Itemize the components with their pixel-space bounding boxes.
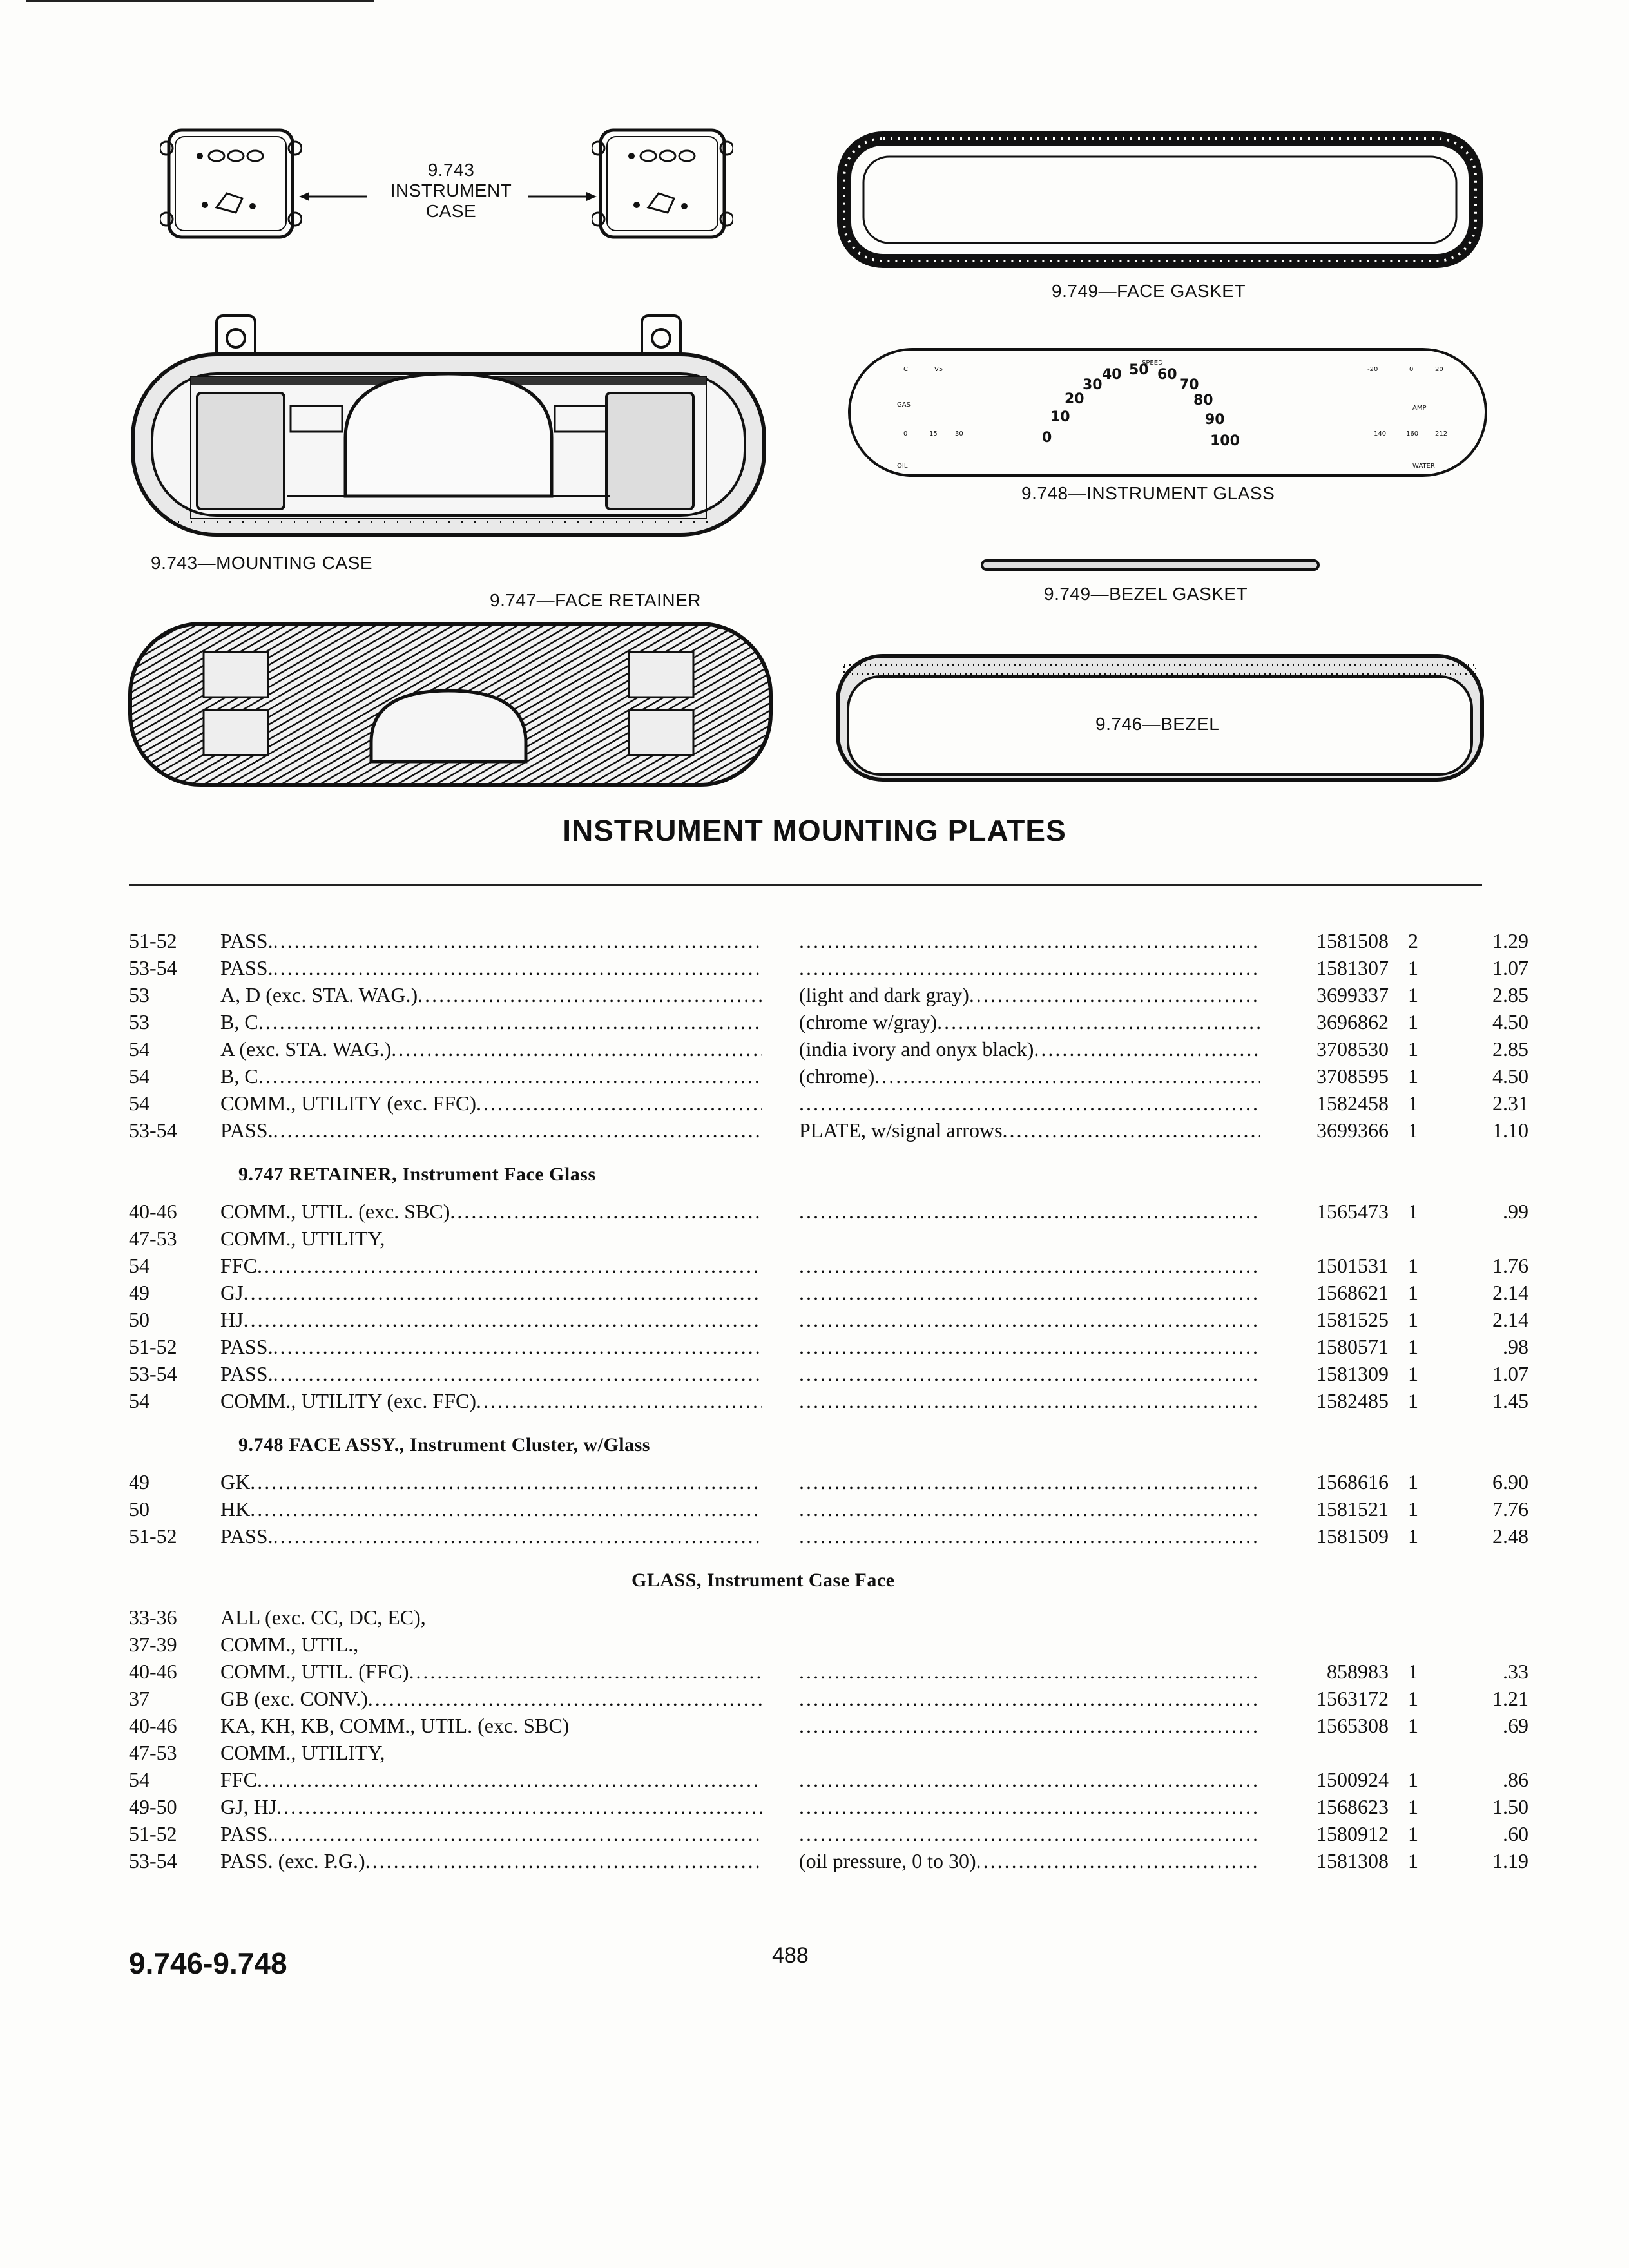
year-range: 54	[129, 1037, 149, 1061]
price: 2.48	[1492, 1524, 1528, 1548]
group-heading-text: 9.748 FACE ASSY., Instrument Cluster, w/Glass	[238, 1434, 650, 1456]
mounting-case-illustration	[126, 309, 771, 541]
instrument-glass-caption: 9.748—INSTRUMENT GLASS	[1021, 483, 1275, 503]
description	[799, 1200, 1260, 1224]
group-heading	[129, 1552, 1482, 1606]
page-number: 488	[772, 1943, 809, 1968]
year-range: 37	[129, 1687, 149, 1710]
quantity: 1	[1408, 1389, 1418, 1412]
application: COMM., UTILITY (exc. FFC) .....	[220, 1091, 762, 1115]
price: 6.90	[1492, 1470, 1528, 1494]
svg-text:0: 0	[903, 430, 908, 437]
application: PASS. .....	[220, 1335, 762, 1359]
part-number: 1581307	[1316, 956, 1389, 979]
application: COMM., UTIL. (exc. SBC) .....	[220, 1200, 762, 1224]
svg-text:GAS: GAS	[897, 401, 911, 408]
parts-row	[129, 1714, 1528, 1741]
part-number: 1580912	[1316, 1822, 1389, 1845]
face-gasket-illustration	[831, 126, 1489, 274]
part-number: 3696862	[1316, 1010, 1389, 1033]
description	[799, 1795, 1260, 1819]
price: 1.21	[1492, 1687, 1528, 1710]
part-number: 3699337	[1316, 983, 1389, 1006]
application: COMM., UTIL. (FFC) .....	[220, 1660, 762, 1684]
parts-row	[129, 1119, 1528, 1146]
quantity: 1	[1408, 1010, 1418, 1033]
application: COMM., UTIL.,	[220, 1633, 359, 1656]
section-rule	[129, 884, 1482, 886]
parts-row	[129, 1335, 1528, 1362]
parts-row	[129, 1470, 1528, 1497]
parts-row	[129, 1497, 1528, 1524]
price: .86	[1503, 1768, 1528, 1791]
svg-text:0: 0	[1409, 366, 1414, 373]
year-range: 49-50	[129, 1795, 177, 1818]
year-range: 54	[129, 1389, 149, 1412]
mounting-case-caption: 9.743—MOUNTING CASE	[151, 553, 373, 573]
instrument-case-right-illustration	[592, 122, 733, 245]
price: 2.14	[1492, 1308, 1528, 1331]
part-number: 1581521	[1316, 1497, 1389, 1521]
price: .99	[1503, 1200, 1528, 1223]
application: COMM., UTILITY,	[220, 1741, 385, 1764]
price: 1.76	[1492, 1254, 1528, 1277]
parts-row	[129, 1389, 1528, 1416]
application: GJ .....	[220, 1281, 762, 1305]
svg-text:OIL: OIL	[897, 463, 908, 470]
parts-row	[129, 1660, 1528, 1687]
year-range: 50	[129, 1497, 149, 1521]
quantity: 2	[1408, 929, 1418, 952]
parts-row	[129, 1227, 1482, 1254]
application: PASS. (exc. P.G.) .....	[220, 1849, 762, 1873]
top-rule	[26, 0, 374, 2]
group-heading	[129, 1416, 1482, 1470]
svg-text:SPEED: SPEED	[1142, 360, 1163, 367]
description: (india ivory and onyx black) .....	[799, 1037, 1260, 1061]
description	[799, 929, 1260, 953]
parts-row	[129, 1308, 1528, 1335]
application: PASS. .....	[220, 1119, 762, 1142]
svg-text:AMP: AMP	[1412, 405, 1427, 412]
price: 1.29	[1492, 929, 1528, 952]
application: PASS. .....	[220, 956, 762, 980]
description	[799, 1254, 1260, 1278]
description	[799, 1281, 1260, 1305]
part-number: 1581308	[1316, 1849, 1389, 1872]
year-range: 33-36	[129, 1606, 177, 1629]
year-range: 51-52	[129, 1822, 177, 1845]
instrument-glass-illustration	[845, 345, 1490, 479]
parts-row	[129, 1795, 1528, 1822]
quantity: 1	[1408, 1524, 1418, 1548]
parts-row	[129, 1362, 1528, 1389]
part-number: 1500924	[1316, 1768, 1389, 1791]
year-range: 40-46	[129, 1660, 177, 1683]
svg-text:100: 100	[1210, 433, 1240, 449]
description: PLATE, w/signal arrows .....	[799, 1119, 1260, 1142]
svg-text:C: C	[903, 366, 908, 373]
price: 4.50	[1492, 1010, 1528, 1033]
quantity: 1	[1408, 1091, 1418, 1115]
part-number: 1581309	[1316, 1362, 1389, 1385]
face-retainer-illustration	[126, 620, 775, 789]
application: PASS. .....	[220, 1822, 762, 1846]
application: COMM., UTILITY,	[220, 1227, 385, 1250]
face-retainer-caption: 9.747—FACE RETAINER	[490, 590, 701, 610]
year-range: 54	[129, 1064, 149, 1088]
parts-row	[129, 1091, 1528, 1119]
parts-row	[129, 1633, 1482, 1660]
price: 4.50	[1492, 1064, 1528, 1088]
svg-text:50: 50	[1129, 362, 1149, 378]
face-gasket-caption: 9.749—FACE GASKET	[1052, 281, 1246, 301]
application: HJ .....	[220, 1308, 762, 1332]
quantity: 1	[1408, 1470, 1418, 1494]
description: (light and dark gray) .....	[799, 983, 1260, 1007]
description	[799, 1524, 1260, 1548]
description	[799, 1362, 1260, 1386]
application: GJ, HJ .....	[220, 1795, 762, 1819]
svg-text:20: 20	[1065, 391, 1084, 407]
svg-text:V5: V5	[934, 366, 943, 373]
svg-text:90: 90	[1205, 412, 1225, 428]
description	[799, 1497, 1260, 1521]
description	[799, 956, 1260, 980]
svg-text:WATER: WATER	[1412, 463, 1435, 470]
application: PASS. .....	[220, 1524, 762, 1548]
year-range: 49	[129, 1470, 149, 1494]
part-number: 1568623	[1316, 1795, 1389, 1818]
price: 2.31	[1492, 1091, 1528, 1115]
description	[799, 1660, 1260, 1684]
year-range: 47-53	[129, 1227, 177, 1250]
price: .60	[1503, 1822, 1528, 1845]
svg-text:30: 30	[1083, 377, 1103, 393]
year-range: 53	[129, 983, 149, 1006]
svg-text:20: 20	[1435, 366, 1443, 373]
description	[799, 1768, 1260, 1792]
year-range: 54	[129, 1768, 149, 1791]
quantity: 1	[1408, 1660, 1418, 1683]
description: (oil pressure, 0 to 30) .....	[799, 1849, 1260, 1873]
quantity: 1	[1408, 1849, 1418, 1872]
price: .69	[1503, 1714, 1528, 1737]
description	[799, 1389, 1260, 1413]
price: 2.85	[1492, 983, 1528, 1006]
svg-text:60: 60	[1157, 367, 1177, 383]
description	[799, 1335, 1260, 1359]
part-number: 858983	[1327, 1660, 1389, 1683]
svg-text:15: 15	[929, 430, 938, 437]
part-number: 3708530	[1316, 1037, 1389, 1061]
instrument-case-label: 9.743 INSTRUMENT CASE	[390, 160, 512, 221]
part-number: 3699366	[1316, 1119, 1389, 1142]
application: B, C .....	[220, 1064, 762, 1088]
bezel-caption: 9.746—BEZEL	[1095, 714, 1220, 734]
price: 2.14	[1492, 1281, 1528, 1304]
quantity: 1	[1408, 1281, 1418, 1304]
year-range: 40-46	[129, 1714, 177, 1737]
application: B, C .....	[220, 1010, 762, 1034]
part-number: 1568616	[1316, 1470, 1389, 1494]
parts-row	[129, 1010, 1528, 1037]
application: A, D (exc. STA. WAG.) .....	[220, 983, 762, 1007]
parts-row	[129, 1687, 1528, 1714]
description	[799, 1308, 1260, 1332]
part-number: 1581509	[1316, 1524, 1389, 1548]
price: 1.45	[1492, 1389, 1528, 1412]
quantity: 1	[1408, 1254, 1418, 1277]
parts-row	[129, 1849, 1528, 1876]
year-range: 53-54	[129, 1119, 177, 1142]
year-range: 54	[129, 1254, 149, 1277]
parts-row	[129, 1768, 1528, 1795]
part-number: 1581525	[1316, 1308, 1389, 1331]
year-range: 50	[129, 1308, 149, 1331]
section-title: INSTRUMENT MOUNTING PLATES	[563, 814, 1066, 847]
description: (chrome w/gray) .....	[799, 1010, 1260, 1034]
part-number: 1582485	[1316, 1389, 1389, 1412]
year-range: 40-46	[129, 1200, 177, 1223]
quantity: 1	[1408, 1362, 1418, 1385]
year-range: 51-52	[129, 1524, 177, 1548]
part-number: 1501531	[1316, 1254, 1389, 1277]
parts-row	[129, 983, 1528, 1010]
part-number: 1565473	[1316, 1200, 1389, 1223]
description	[799, 1822, 1260, 1846]
quantity: 1	[1408, 1687, 1418, 1710]
quantity: 1	[1408, 1335, 1418, 1358]
bezel-gasket-illustration	[979, 557, 1321, 575]
parts-list	[129, 929, 1528, 1876]
svg-text:0: 0	[1042, 430, 1052, 446]
application: COMM., UTILITY (exc. FFC) .....	[220, 1389, 762, 1413]
quantity: 1	[1408, 1768, 1418, 1791]
part-number: 1582458	[1316, 1091, 1389, 1115]
year-range: 53-54	[129, 956, 177, 979]
application: FFC .....	[220, 1254, 762, 1278]
parts-row	[129, 1200, 1528, 1227]
svg-text:70: 70	[1179, 377, 1199, 393]
quantity: 1	[1408, 1714, 1418, 1737]
quantity: 1	[1408, 1795, 1418, 1818]
part-number: 1563172	[1316, 1687, 1389, 1710]
price: .98	[1503, 1335, 1528, 1358]
year-range: 51-52	[129, 1335, 177, 1358]
price: 1.50	[1492, 1795, 1528, 1818]
year-range: 53-54	[129, 1849, 177, 1872]
group-heading-text: GLASS, Instrument Case Face	[631, 1570, 895, 1591]
quantity: 1	[1408, 1822, 1418, 1845]
parts-row	[129, 1606, 1482, 1633]
svg-text:10: 10	[1050, 409, 1070, 425]
instrument-case-left-illustration	[160, 122, 302, 245]
year-range: 54	[129, 1091, 149, 1115]
parts-row	[129, 1064, 1528, 1091]
parts-row	[129, 1037, 1528, 1064]
year-range: 47-53	[129, 1741, 177, 1764]
parts-row	[129, 1254, 1528, 1281]
footer-section-range: 9.746-9.748	[129, 1946, 287, 1980]
parts-row	[129, 1822, 1528, 1849]
year-range: 51-52	[129, 929, 177, 952]
year-range: 37-39	[129, 1633, 177, 1656]
quantity: 1	[1408, 1308, 1418, 1331]
price: 7.76	[1492, 1497, 1528, 1521]
description	[799, 1687, 1260, 1711]
price: 1.07	[1492, 1362, 1528, 1385]
description	[799, 1714, 1260, 1738]
parts-row	[129, 1524, 1528, 1552]
parts-row	[129, 929, 1528, 956]
price: 1.07	[1492, 956, 1528, 979]
quantity: 1	[1408, 1064, 1418, 1088]
application: A (exc. STA. WAG.) .....	[220, 1037, 762, 1061]
group-heading	[129, 1146, 1482, 1200]
parts-row	[129, 1281, 1528, 1308]
application: PASS. .....	[220, 929, 762, 953]
quantity: 1	[1408, 1497, 1418, 1521]
parts-row	[129, 956, 1528, 983]
application: PASS. .....	[220, 1362, 762, 1386]
quantity: 1	[1408, 1037, 1418, 1061]
part-number: 3708595	[1316, 1064, 1389, 1088]
quantity: 1	[1408, 956, 1418, 979]
quantity: 1	[1408, 1200, 1418, 1223]
application: KA, KH, KB, COMM., UTIL. (exc. SBC)	[220, 1714, 570, 1737]
bezel-gasket-caption: 9.749—BEZEL GASKET	[1044, 584, 1248, 604]
price: 1.10	[1492, 1119, 1528, 1142]
year-range: 53	[129, 1010, 149, 1033]
application: ALL (exc. CC, DC, EC),	[220, 1606, 426, 1629]
quantity: 1	[1408, 983, 1418, 1006]
part-number: 1568621	[1316, 1281, 1389, 1304]
group-heading-text: 9.747 RETAINER, Instrument Face Glass	[238, 1164, 596, 1185]
svg-text:30: 30	[955, 430, 963, 437]
application: GK .....	[220, 1470, 762, 1494]
svg-text:160: 160	[1406, 430, 1419, 437]
part-number: 1565308	[1316, 1714, 1389, 1737]
description: (chrome) .....	[799, 1064, 1260, 1088]
application: GB (exc. CONV.) .....	[220, 1687, 762, 1711]
year-range: 49	[129, 1281, 149, 1304]
price: .33	[1503, 1660, 1528, 1683]
svg-text:140: 140	[1374, 430, 1387, 437]
application: FFC .....	[220, 1768, 762, 1792]
description	[799, 1091, 1260, 1115]
svg-text:40: 40	[1102, 367, 1122, 383]
year-range: 53-54	[129, 1362, 177, 1385]
quantity: 1	[1408, 1119, 1418, 1142]
part-number: 1581508	[1316, 929, 1389, 952]
svg-text:-20: -20	[1367, 366, 1378, 373]
price: 1.19	[1492, 1849, 1528, 1872]
svg-text:212: 212	[1435, 430, 1448, 437]
svg-text:80: 80	[1193, 392, 1213, 408]
application: HK .....	[220, 1497, 762, 1521]
part-number: 1580571	[1316, 1335, 1389, 1358]
parts-row	[129, 1741, 1482, 1768]
price: 2.85	[1492, 1037, 1528, 1061]
description	[799, 1470, 1260, 1494]
